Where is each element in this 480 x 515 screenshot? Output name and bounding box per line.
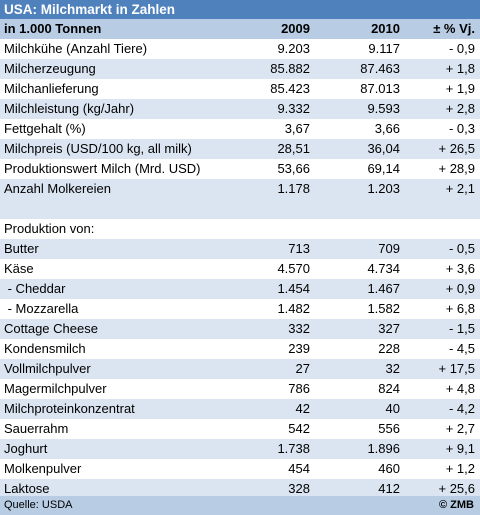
value-change: + 0,9 <box>445 281 475 296</box>
value-change: + 9,1 <box>445 441 475 456</box>
value-2009: 1.178 <box>277 181 310 196</box>
row-label: Kondensmilch <box>4 341 86 356</box>
row-label: Käse <box>4 261 34 276</box>
value-2009: 42 <box>295 401 310 416</box>
row-label: Cottage Cheese <box>4 321 98 336</box>
value-2009: 542 <box>288 421 310 436</box>
value-2009: 786 <box>288 381 310 396</box>
value-2010: 327 <box>378 321 400 336</box>
table-header <box>0 19 480 39</box>
table-row <box>0 119 480 139</box>
value-2010: 709 <box>378 241 400 256</box>
value-2010: 87.463 <box>360 61 400 76</box>
value-2009: 1.482 <box>277 301 310 316</box>
table-row <box>0 59 480 79</box>
value-2010: 4.734 <box>367 261 400 276</box>
value-change: - 1,5 <box>448 321 475 336</box>
spacer-row <box>0 199 480 219</box>
value-2010: 1.896 <box>367 441 400 456</box>
value-change: + 17,5 <box>438 361 475 376</box>
table-row <box>0 79 480 99</box>
value-2010: 228 <box>378 341 400 356</box>
row-label: Butter <box>4 241 39 256</box>
value-2010: 69,14 <box>367 161 400 176</box>
value-2010: 824 <box>378 381 400 396</box>
value-2010: 32 <box>385 361 400 376</box>
value-change: + 2,1 <box>445 181 475 196</box>
value-2010: 556 <box>378 421 400 436</box>
production-rows <box>0 239 480 499</box>
header-change: ± % Vj. <box>433 21 475 36</box>
table-row <box>0 359 480 379</box>
value-change: + 6,8 <box>445 301 475 316</box>
row-label: Magermilchpulver <box>4 381 107 396</box>
value-2009: 4.570 <box>277 261 310 276</box>
table-footer <box>0 496 480 515</box>
row-label: Milchpreis (USD/100 kg, all milk) <box>4 141 192 156</box>
header-2009: 2009 <box>281 21 310 36</box>
value-change: - 0,5 <box>448 241 475 256</box>
value-2010: 460 <box>378 461 400 476</box>
value-2010: 9.117 <box>368 41 400 56</box>
value-change: + 3,6 <box>445 261 475 276</box>
value-2009: 53,66 <box>277 161 310 176</box>
value-2009: 332 <box>288 321 310 336</box>
value-2009: 454 <box>288 461 310 476</box>
table-row <box>0 279 480 299</box>
table-row <box>0 239 480 259</box>
section-label-row <box>0 219 480 239</box>
row-label: Milcherzeugung <box>4 61 96 76</box>
row-label: Molkenpulver <box>4 461 82 476</box>
value-change: + 4,8 <box>445 381 475 396</box>
row-label: Milchanlieferung <box>4 81 99 96</box>
row-label: Sauerrahm <box>4 421 69 436</box>
value-change: + 1,9 <box>445 81 475 96</box>
table-row <box>0 299 480 319</box>
value-2009: 1.738 <box>277 441 310 456</box>
table-row <box>0 439 480 459</box>
value-2010: 9.593 <box>367 101 400 116</box>
source-note: Quelle: USDA <box>4 499 73 511</box>
row-label: Milchkühe (Anzahl Tiere) <box>4 41 148 56</box>
zmb-logo: © ZMB <box>439 499 474 511</box>
value-2010: 412 <box>378 481 400 496</box>
row-label: Joghurt <box>4 441 48 456</box>
value-change: + 1,2 <box>445 461 475 476</box>
value-2009: 239 <box>288 341 310 356</box>
table-row <box>0 339 480 359</box>
value-2009: 27 <box>295 361 310 376</box>
value-change: - 4,2 <box>448 401 475 416</box>
value-2009: 85.423 <box>270 81 310 96</box>
row-label: Milchleistung (kg/Jahr) <box>4 101 135 116</box>
table-row <box>0 419 480 439</box>
value-2010: 36,04 <box>367 141 400 156</box>
value-change: + 1,8 <box>445 61 475 76</box>
row-label: Anzahl Molkereien <box>4 181 111 196</box>
table-row <box>0 319 480 339</box>
value-2009: 3,67 <box>284 121 310 136</box>
value-2009: 328 <box>288 481 310 496</box>
table-row <box>0 379 480 399</box>
value-change: - 4,5 <box>448 341 475 356</box>
table-row <box>0 99 480 119</box>
value-change: + 28,9 <box>438 161 475 176</box>
table-row <box>0 139 480 159</box>
value-2010: 87.013 <box>360 81 400 96</box>
row-label: - Mozzarella <box>4 301 79 316</box>
table-row <box>0 39 480 59</box>
table-row <box>0 399 480 419</box>
value-2010: 1.582 <box>367 301 400 316</box>
value-2009: 85.882 <box>270 61 310 76</box>
value-2009: 9.203 <box>277 41 310 56</box>
value-2009: 713 <box>288 241 310 256</box>
value-change: + 2,7 <box>445 421 475 436</box>
value-change: + 25,6 <box>438 481 475 496</box>
row-label: Laktose <box>4 481 50 496</box>
value-2010: 1.203 <box>367 181 400 196</box>
value-2010: 3,66 <box>374 121 400 136</box>
table-row <box>0 459 480 479</box>
table-row <box>0 179 480 199</box>
row-label: Produktionswert Milch (Mrd. USD) <box>4 161 201 176</box>
table-row <box>0 159 480 179</box>
row-label: - Cheddar <box>4 281 66 296</box>
table-row <box>0 259 480 279</box>
value-2009: 28,51 <box>277 141 310 156</box>
stats-rows <box>0 39 480 199</box>
value-change: + 26,5 <box>438 141 475 156</box>
header-2010: 2010 <box>371 21 400 36</box>
header-unit: in 1.000 Tonnen <box>4 21 102 36</box>
value-2010: 40 <box>385 401 400 416</box>
row-label: Fettgehalt (%) <box>4 121 86 136</box>
value-change: - 0,3 <box>448 121 475 136</box>
section-label: Produktion von: <box>4 221 95 236</box>
row-label: Vollmilchpulver <box>4 361 91 376</box>
table-title: USA: Milchmarkt in Zahlen <box>0 0 480 19</box>
value-2009: 9.332 <box>277 101 310 116</box>
value-change: + 2,8 <box>445 101 475 116</box>
value-2009: 1.454 <box>277 281 310 296</box>
row-label: Milchproteinkonzentrat <box>4 401 135 416</box>
value-change: - 0,9 <box>448 41 475 56</box>
value-2010: 1.467 <box>367 281 400 296</box>
